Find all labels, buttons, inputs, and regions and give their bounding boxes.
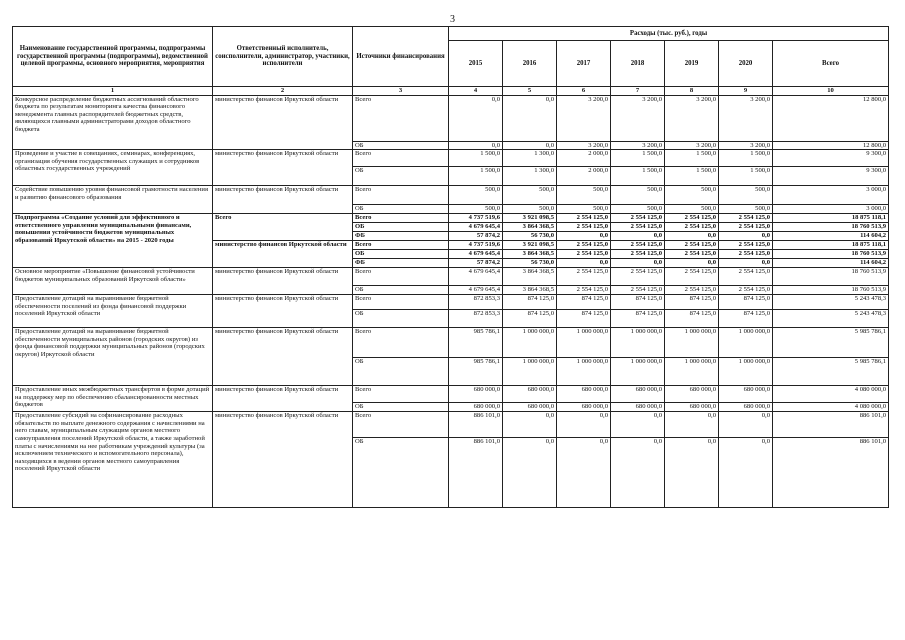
value-cell: 3 864 368,5 <box>503 286 557 295</box>
activity-name: Предоставление иных межбюджетных трансфертов в форме дотаций на поддержку мер по обеспечению сбалансированности местных бюджетов <box>13 386 213 412</box>
header-year: 2019 <box>665 41 719 87</box>
header-year: 2020 <box>719 41 773 87</box>
responsible-cell: министерство финансов Иркутской области <box>213 295 353 328</box>
total-cell: 18 760 513,9 <box>773 286 889 295</box>
responsible-cell: министерство финансов Иркутской области <box>213 150 353 186</box>
value-cell: 3 864 368,5 <box>503 250 557 259</box>
value-cell: 2 554 125,0 <box>719 268 773 286</box>
value-cell: 680 000,0 <box>665 386 719 403</box>
value-cell: 4 737 519,6 <box>449 241 503 250</box>
value-cell: 500,0 <box>557 205 611 214</box>
value-cell: 2 554 125,0 <box>719 241 773 250</box>
responsible-cell: министерство финансов Иркутской области <box>213 268 353 295</box>
value-cell: 3 200,0 <box>719 95 773 141</box>
value-cell: 1 000 000,0 <box>557 328 611 358</box>
table-row <box>13 386 889 403</box>
total-cell: 4 080 000,0 <box>773 403 889 412</box>
total-cell: 3 000,0 <box>773 186 889 205</box>
value-cell: 500,0 <box>665 186 719 205</box>
value-cell: 680 000,0 <box>557 386 611 403</box>
value-cell: 4 679 645,4 <box>449 250 503 259</box>
value-cell: 872 853,3 <box>449 310 503 328</box>
value-cell: 985 786,1 <box>449 358 503 386</box>
responsible-cell: министерство финансов Иркутской области <box>213 95 353 150</box>
column-index: 5 <box>503 87 557 96</box>
source-cell: ОБ <box>353 403 449 412</box>
value-cell: 500,0 <box>719 186 773 205</box>
total-cell: 886 101,0 <box>773 412 889 438</box>
responsible-cell: министерство финансов Иркутской области <box>213 241 353 268</box>
responsible-cell: министерство финансов Иркутской области <box>213 328 353 386</box>
value-cell: 0,0 <box>503 412 557 438</box>
value-cell: 4 679 645,4 <box>449 286 503 295</box>
value-cell: 3 864 368,5 <box>503 223 557 232</box>
activity-name: Конкурсное распределение бюджетных ассигнований областного бюджета по результатам мониторинга качества финансового менеджмента главных распорядителей бюджетных средств, являющихся главными администраторами доходов областного бюджета <box>13 95 213 150</box>
source-cell: ФБ <box>353 259 449 268</box>
header-total: Всего <box>773 41 889 87</box>
value-cell: 0,0 <box>719 232 773 241</box>
value-cell: 680 000,0 <box>719 386 773 403</box>
value-cell: 680 000,0 <box>449 403 503 412</box>
value-cell: 1 000 000,0 <box>665 328 719 358</box>
total-cell: 9 300,0 <box>773 150 889 167</box>
value-cell: 3 200,0 <box>665 95 719 141</box>
table-row <box>13 214 889 223</box>
value-cell: 4 679 645,4 <box>449 223 503 232</box>
table-row <box>13 186 889 205</box>
value-cell: 0,0 <box>719 259 773 268</box>
value-cell: 1 500,0 <box>611 167 665 186</box>
total-cell: 114 604,2 <box>773 232 889 241</box>
value-cell: 0,0 <box>557 232 611 241</box>
value-cell: 2 554 125,0 <box>719 250 773 259</box>
value-cell: 500,0 <box>719 205 773 214</box>
value-cell: 56 730,0 <box>503 232 557 241</box>
table-row <box>13 328 889 358</box>
value-cell: 2 554 125,0 <box>611 268 665 286</box>
value-cell: 1 000 000,0 <box>611 358 665 386</box>
column-index: 1 <box>13 87 213 96</box>
value-cell: 2 554 125,0 <box>719 223 773 232</box>
value-cell: 886 101,0 <box>449 438 503 508</box>
column-index: 9 <box>719 87 773 96</box>
value-cell: 500,0 <box>557 186 611 205</box>
value-cell: 680 000,0 <box>611 403 665 412</box>
header-source: Источники финансирования <box>353 27 449 87</box>
source-cell: ОБ <box>353 223 449 232</box>
header-year: 2015 <box>449 41 503 87</box>
header-year: 2017 <box>557 41 611 87</box>
total-cell: 886 101,0 <box>773 438 889 508</box>
value-cell: 0,0 <box>665 232 719 241</box>
table-row <box>13 268 889 286</box>
value-cell: 874 125,0 <box>719 295 773 310</box>
total-cell: 5 985 786,1 <box>773 328 889 358</box>
value-cell: 874 125,0 <box>611 295 665 310</box>
value-cell: 500,0 <box>665 205 719 214</box>
responsible-cell: министерство финансов Иркутской области <box>213 186 353 214</box>
total-cell: 18 875 118,1 <box>773 241 889 250</box>
header-year: 2016 <box>503 41 557 87</box>
source-cell: Всего <box>353 150 449 167</box>
source-cell: Всего <box>353 186 449 205</box>
source-cell: Всего <box>353 95 449 141</box>
total-cell: 12 800,0 <box>773 95 889 141</box>
value-cell: 0,0 <box>557 438 611 508</box>
budget-table <box>12 26 889 508</box>
source-cell: Всего <box>353 295 449 310</box>
value-cell: 2 554 125,0 <box>665 268 719 286</box>
responsible-cell: министерство финансов Иркутской области <box>213 412 353 508</box>
value-cell: 2 554 125,0 <box>611 241 665 250</box>
source-cell: ОБ <box>353 141 449 150</box>
value-cell: 874 125,0 <box>719 310 773 328</box>
total-cell: 5 985 786,1 <box>773 358 889 386</box>
value-cell: 3 921 098,5 <box>503 241 557 250</box>
column-index: 10 <box>773 87 889 96</box>
page-number: 3 <box>450 14 455 25</box>
activity-name: Содействие повышению уровня финансовой грамотности населения и развитию финансового образования <box>13 186 213 214</box>
total-cell: 4 080 000,0 <box>773 386 889 403</box>
value-cell: 1 000 000,0 <box>557 358 611 386</box>
value-cell: 500,0 <box>611 205 665 214</box>
value-cell: 3 921 098,5 <box>503 214 557 223</box>
source-cell: Всего <box>353 386 449 403</box>
value-cell: 874 125,0 <box>503 295 557 310</box>
value-cell: 4 679 645,4 <box>449 268 503 286</box>
value-cell: 0,0 <box>557 412 611 438</box>
value-cell: 3 864 368,5 <box>503 268 557 286</box>
value-cell: 2 554 125,0 <box>557 250 611 259</box>
source-cell: Всего <box>353 241 449 250</box>
value-cell: 2 554 125,0 <box>611 223 665 232</box>
value-cell: 0,0 <box>503 141 557 150</box>
total-cell: 9 300,0 <box>773 167 889 186</box>
total-cell: 5 243 478,3 <box>773 310 889 328</box>
value-cell: 1 500,0 <box>449 150 503 167</box>
value-cell: 2 554 125,0 <box>665 214 719 223</box>
source-cell: ОБ <box>353 358 449 386</box>
value-cell: 680 000,0 <box>665 403 719 412</box>
value-cell: 57 874,2 <box>449 259 503 268</box>
value-cell: 2 554 125,0 <box>557 223 611 232</box>
value-cell: 2 554 125,0 <box>611 214 665 223</box>
table-row <box>13 412 889 438</box>
total-cell: 18 760 513,9 <box>773 250 889 259</box>
value-cell: 0,0 <box>665 412 719 438</box>
column-index: 7 <box>611 87 665 96</box>
value-cell: 1 500,0 <box>719 150 773 167</box>
total-cell: 114 604,2 <box>773 259 889 268</box>
value-cell: 2 554 125,0 <box>557 241 611 250</box>
value-cell: 0,0 <box>611 412 665 438</box>
value-cell: 0,0 <box>719 412 773 438</box>
total-cell: 18 875 118,1 <box>773 214 889 223</box>
value-cell: 874 125,0 <box>611 310 665 328</box>
value-cell: 1 000 000,0 <box>665 358 719 386</box>
header-expenses: Расходы (тыс. руб.), годы <box>449 27 889 41</box>
value-cell: 2 554 125,0 <box>557 286 611 295</box>
activity-name: Предоставление субсидий на софинансирование расходных обязательств по выплате денежного содержания с начислениями на него главам, муниципальным служащим органов местного самоуправления поселений Иркутской области, а также заработной платы с начислениями на нее работникам учреждений культуры (за исключением технического и вспомогательного персонала), находящихся в ведении органов местного самоуправления поселений Иркутской области <box>13 412 213 508</box>
source-cell: Всего <box>353 268 449 286</box>
total-cell: 3 000,0 <box>773 205 889 214</box>
value-cell: 874 125,0 <box>665 310 719 328</box>
value-cell: 680 000,0 <box>503 403 557 412</box>
value-cell: 680 000,0 <box>449 386 503 403</box>
value-cell: 985 786,1 <box>449 328 503 358</box>
value-cell: 0,0 <box>503 438 557 508</box>
value-cell: 3 200,0 <box>665 141 719 150</box>
value-cell: 2 554 125,0 <box>665 286 719 295</box>
table-row <box>13 295 889 310</box>
value-cell: 0,0 <box>449 141 503 150</box>
value-cell: 680 000,0 <box>557 403 611 412</box>
value-cell: 1 300,0 <box>503 167 557 186</box>
value-cell: 3 200,0 <box>557 95 611 141</box>
value-cell: 2 554 125,0 <box>719 214 773 223</box>
value-cell: 56 730,0 <box>503 259 557 268</box>
value-cell: 0,0 <box>719 438 773 508</box>
value-cell: 1 500,0 <box>665 150 719 167</box>
subprogram-name: Подпрограмма «Создание условий для эффективного и ответственного управления муниципальными финансами, повышения устойчивости бюджетов муниципальных образований Иркутской области» на 2015 - 2020 годы <box>13 214 213 268</box>
value-cell: 57 874,2 <box>449 232 503 241</box>
value-cell: 1 500,0 <box>611 150 665 167</box>
value-cell: 0,0 <box>611 232 665 241</box>
source-cell: ОБ <box>353 286 449 295</box>
column-index: 6 <box>557 87 611 96</box>
value-cell: 0,0 <box>449 95 503 141</box>
source-cell: Всего <box>353 412 449 438</box>
header-responsible: Ответственный исполнитель, соисполнители, администратор, участники, исполнители <box>213 27 353 87</box>
source-cell: ОБ <box>353 167 449 186</box>
value-cell: 1 300,0 <box>503 150 557 167</box>
source-cell: ОБ <box>353 205 449 214</box>
column-index: 4 <box>449 87 503 96</box>
value-cell: 1 000 000,0 <box>611 328 665 358</box>
value-cell: 874 125,0 <box>503 310 557 328</box>
value-cell: 500,0 <box>503 186 557 205</box>
activity-name: Проведение и участие в совещаниях, семинарах, конференциях, организация обучения государственных служащих и сотрудников областных государственных учреждений <box>13 150 213 186</box>
value-cell: 874 125,0 <box>557 310 611 328</box>
activity-name: Предоставление дотаций на выравнивание бюджетной обеспеченности муниципальных районов (городских округов) из фонда финансовой поддержки муниципальных районов (городских округов) Иркутской области <box>13 328 213 386</box>
total-cell: 18 760 513,9 <box>773 223 889 232</box>
table-row <box>13 95 889 141</box>
value-cell: 680 000,0 <box>719 403 773 412</box>
value-cell: 0,0 <box>665 438 719 508</box>
value-cell: 0,0 <box>503 95 557 141</box>
value-cell: 886 101,0 <box>449 412 503 438</box>
source-cell: ФБ <box>353 232 449 241</box>
column-index: 2 <box>213 87 353 96</box>
total-cell: 5 243 478,3 <box>773 295 889 310</box>
responsible-cell: министерство финансов Иркутской области <box>213 386 353 412</box>
value-cell: 680 000,0 <box>611 386 665 403</box>
value-cell: 2 554 125,0 <box>665 250 719 259</box>
value-cell: 2 554 125,0 <box>557 268 611 286</box>
total-cell: 12 800,0 <box>773 141 889 150</box>
value-cell: 872 853,3 <box>449 295 503 310</box>
table-row <box>13 150 889 167</box>
activity-name: Основное мероприятие «Повышение финансовой устойчивости бюджетов муниципальных образований Иркутской области» <box>13 268 213 295</box>
value-cell: 2 554 125,0 <box>719 286 773 295</box>
value-cell: 2 554 125,0 <box>611 286 665 295</box>
value-cell: 1 500,0 <box>719 167 773 186</box>
value-cell: 2 554 125,0 <box>611 250 665 259</box>
value-cell: 2 554 125,0 <box>665 241 719 250</box>
source-cell: ОБ <box>353 250 449 259</box>
source-cell: Всего <box>353 328 449 358</box>
value-cell: 500,0 <box>503 205 557 214</box>
source-cell: Всего <box>353 214 449 223</box>
value-cell: 680 000,0 <box>503 386 557 403</box>
total-cell: 18 760 513,9 <box>773 268 889 286</box>
value-cell: 1 000 000,0 <box>503 358 557 386</box>
value-cell: 500,0 <box>449 205 503 214</box>
value-cell: 2 000,0 <box>557 167 611 186</box>
value-cell: 0,0 <box>611 259 665 268</box>
value-cell: 2 000,0 <box>557 150 611 167</box>
value-cell: 1 000 000,0 <box>719 358 773 386</box>
value-cell: 3 200,0 <box>719 141 773 150</box>
value-cell: 0,0 <box>557 259 611 268</box>
activity-name: Предоставление дотаций на выравнивание бюджетной обеспеченности поселений из фонда финансовой поддержки поселений Иркутской области <box>13 295 213 328</box>
column-index: 3 <box>353 87 449 96</box>
value-cell: 0,0 <box>665 259 719 268</box>
value-cell: 4 737 519,6 <box>449 214 503 223</box>
value-cell: 1 500,0 <box>449 167 503 186</box>
source-cell: ОБ <box>353 438 449 508</box>
value-cell: 874 125,0 <box>665 295 719 310</box>
value-cell: 2 554 125,0 <box>665 223 719 232</box>
header-name: Наименование государственной программы, подпрограммы государственной программы (подпрограммы), ведомственной целевой программы, основного мероприятия, мероприятия <box>13 27 213 87</box>
value-cell: 2 554 125,0 <box>557 214 611 223</box>
value-cell: 1 500,0 <box>665 167 719 186</box>
value-cell: 1 000 000,0 <box>503 328 557 358</box>
source-cell: ОБ <box>353 310 449 328</box>
value-cell: 0,0 <box>611 438 665 508</box>
value-cell: 3 200,0 <box>557 141 611 150</box>
column-index: 8 <box>665 87 719 96</box>
value-cell: 874 125,0 <box>557 295 611 310</box>
value-cell: 1 000 000,0 <box>719 328 773 358</box>
responsible-cell: Всего <box>213 214 353 241</box>
value-cell: 3 200,0 <box>611 95 665 141</box>
value-cell: 3 200,0 <box>611 141 665 150</box>
header-year: 2018 <box>611 41 665 87</box>
value-cell: 500,0 <box>449 186 503 205</box>
value-cell: 500,0 <box>611 186 665 205</box>
